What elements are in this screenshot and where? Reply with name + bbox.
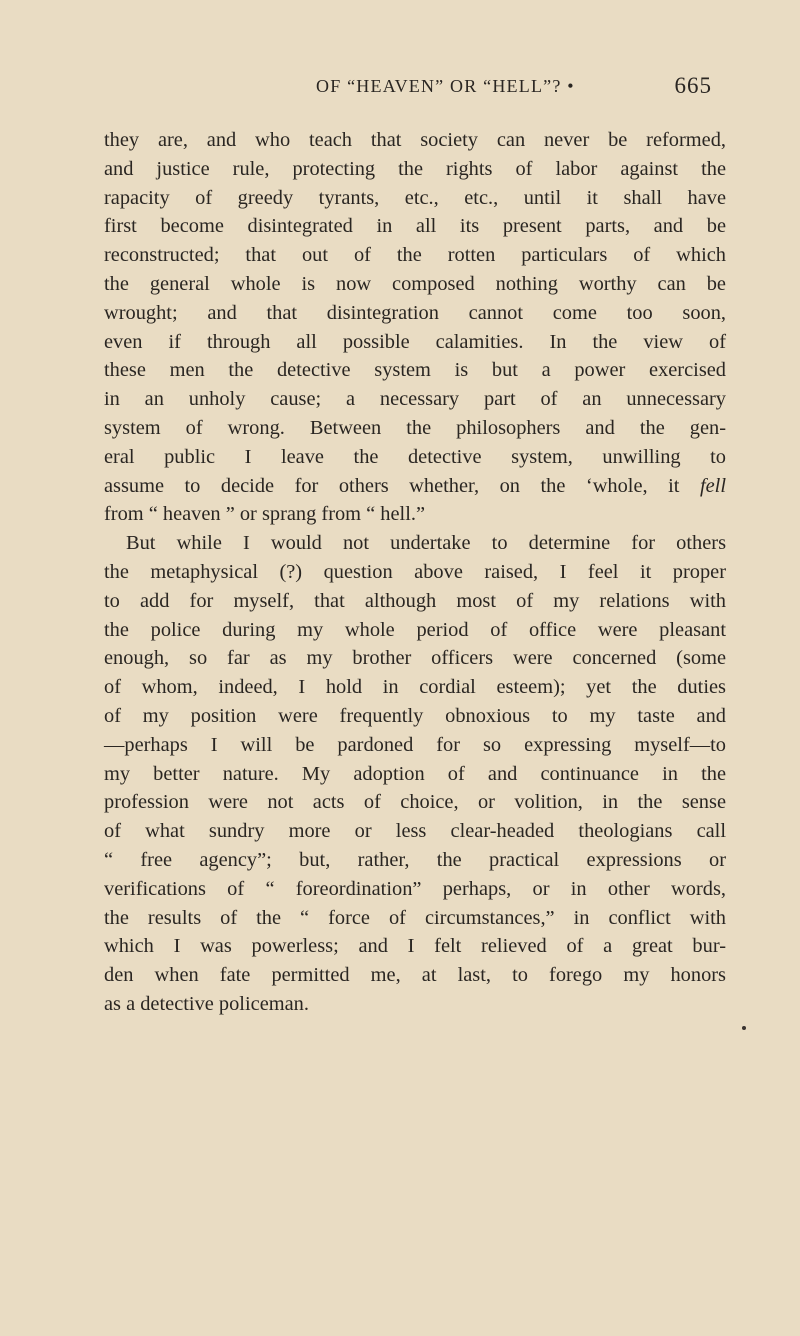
text-line: verifications of “ foreordination” perhaps, or in other words, (104, 877, 726, 900)
text-line: of my position were frequently obnoxious to my taste and (104, 704, 726, 727)
text-line: profession were not acts of choice, or volition, in the sense (104, 791, 726, 814)
text-line-with-italic (104, 472, 726, 501)
text-line: —perhaps I will be pardoned for so expressing myself—to (104, 733, 726, 756)
text-line: eral public I leave the detective system, unwilling to (104, 445, 726, 468)
text-line: in an unholy cause; a necessary part of an unnecessary (104, 388, 726, 411)
text-line: system of wrong. Between the philosophers and the gen- (104, 416, 726, 439)
text-line: den when fate permitted me, at last, to forego my honors (104, 964, 726, 987)
text-line: to add for myself, that although most of my relations with (104, 589, 726, 612)
text-line: “ free agency”; but, rather, the practical expressions or (104, 848, 726, 871)
text-line: the police during my whole period of office were pleasant (104, 618, 726, 641)
text-line: they are, and who teach that society can never be reformed, (104, 129, 726, 151)
running-head (316, 73, 712, 106)
text-line: which I was powerless; and I felt relieved of a great bur- (104, 935, 726, 958)
text-line: and justice rule, protecting the rights of labor against the (104, 157, 726, 180)
page-number: 665 (674, 73, 712, 98)
text-line: my better nature. My adoption of and continuance in the (104, 762, 726, 785)
running-title: OF “HEAVEN” OR “HELL”? • (316, 76, 575, 96)
italic-word: fell (699, 474, 726, 497)
text-line: the results of the “ force of circumstances,” in conflict with (104, 906, 726, 929)
text-line: of what sundry more or less clear-headed theologians call (104, 820, 726, 843)
text-line: But while I would not undertake to determine for others (126, 532, 726, 555)
text-line: from “ heaven ” or sprang from “ hell.” (104, 503, 426, 526)
text-line: as a detective policeman. (104, 992, 309, 1015)
text-line: wrought; and that disintegration cannot come too soon, (104, 301, 726, 324)
text-line: reconstructed; that out of the rotten particulars of which (104, 244, 726, 267)
text-line: the metaphysical (?) question above raised, I feel it proper (104, 560, 726, 583)
text-line: enough, so far as my brother officers were concerned (some (104, 647, 726, 670)
text-line: first become disintegrated in all its present parts, and be (104, 215, 726, 238)
line-text: assume to decide for others whether, on the ‘whole, it (104, 474, 680, 497)
text-line: of whom, indeed, I hold in cordial esteem); yet the duties (104, 676, 726, 699)
text-line: even if through all possible calamities. In the view of (104, 330, 726, 353)
text-line: these men the detective system is but a power exercised (104, 359, 726, 382)
ink-speck (742, 1026, 746, 1030)
text-line: rapacity of greedy tyrants, etc., etc., until it shall have (104, 186, 726, 209)
body-text (104, 126, 726, 1019)
text-line: the general whole is now composed nothing worthy can be (104, 272, 726, 295)
